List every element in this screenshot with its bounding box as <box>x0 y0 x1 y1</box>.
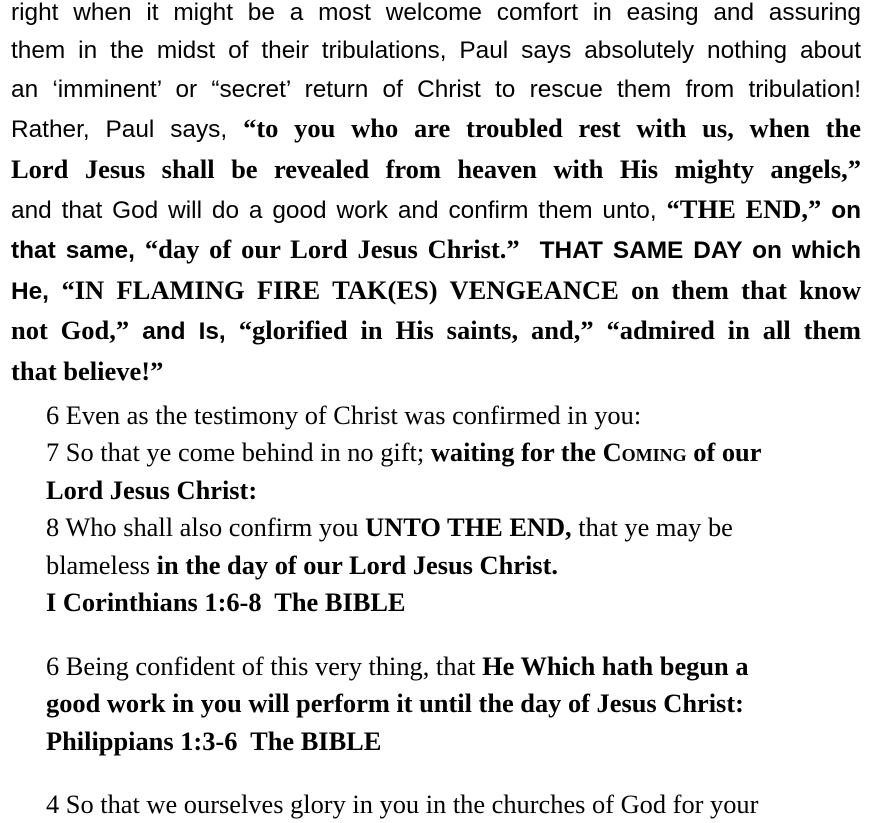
verse-emphasis: UNTO THE END, <box>365 512 572 543</box>
paragraph-text: and that God will do a good work and confirm them unto, <box>11 197 667 225</box>
scripture-quote: “day of our Lord Jesus Christ.” <box>144 234 520 265</box>
verse-text: that ye may be <box>571 512 733 543</box>
verse-smallcaps: Coming <box>602 437 687 468</box>
verse-line <box>46 547 846 584</box>
scripture-quote: “to you who are troubled rest with us, when the <box>243 113 861 144</box>
reference-text: Philippians 1:3-6 The BIBLE <box>46 725 382 756</box>
verse-line <box>46 434 846 471</box>
verse-text: 6 Even as the testimony of Christ was confirmed in you: <box>46 400 642 430</box>
paragraph-line <box>11 271 861 311</box>
verse-emphasis: good work in you will perform it until the day of Jesus Christ: <box>46 688 744 719</box>
paragraph-line <box>11 109 861 149</box>
scripture-quote: “IN FLAMING FIRE TAK(ES) VENGEANCE on them that know <box>61 274 861 305</box>
scripture-quote: Lord Jesus shall be revealed from heaven with His mighty angels,” <box>11 153 861 184</box>
emphasis-text: that same, <box>11 237 145 265</box>
verse-line <box>46 648 846 685</box>
verse-text: 7 So that ye come behind in no gift; <box>46 437 431 468</box>
paragraph-line <box>11 352 861 392</box>
philippians-passage <box>46 648 846 760</box>
verse-emphasis: of our <box>686 437 762 468</box>
verse-text: blameless <box>46 549 157 580</box>
verse-reference <box>46 584 846 621</box>
scripture-quote: “glorified in His saints, and,” “admired in all them <box>238 315 861 346</box>
verse-text: 8 Who shall also confirm you <box>46 512 366 543</box>
verse-line <box>46 685 846 722</box>
verse-emphasis: Lord Jesus Christ: <box>46 474 258 505</box>
verse-line <box>46 786 846 823</box>
thessalonians-passage <box>46 786 846 823</box>
emphasis-text: THAT SAME DAY on which <box>519 237 861 265</box>
emphasis-text: He, <box>11 277 62 305</box>
paragraph-line <box>11 32 861 70</box>
paragraph-line <box>11 230 861 270</box>
paragraph-line <box>11 150 861 190</box>
verse-emphasis: He Which hath begun a <box>482 651 749 681</box>
verse-text: 6 Being confident of this very thing, that <box>46 651 483 681</box>
paragraph-line <box>11 311 861 351</box>
emphasis-text: and Is, <box>129 318 239 346</box>
paragraph-line <box>11 190 861 230</box>
scripture-quote: not God,” <box>11 315 130 346</box>
scripture-quote: that believe!” <box>11 355 164 386</box>
verse-reference <box>46 723 846 760</box>
paragraph-text: Rather, Paul says, <box>11 116 244 144</box>
corinthians-passage <box>46 397 846 621</box>
paragraph-text: an ‘imminent’ or “secret’ return of Christ to rescue them from tribulation! <box>11 75 861 103</box>
emphasis-text: on <box>821 197 861 225</box>
paragraph-line <box>11 0 861 32</box>
verse-text: 4 So that we ourselves glory in you in the churches of God for your <box>46 789 759 819</box>
scripture-quote: “THE END,” <box>666 194 822 225</box>
paragraph-text: them in the midst of their tribulations, Paul says absolutely nothing about <box>11 37 861 65</box>
verse-line <box>46 397 846 434</box>
verse-line <box>46 472 846 509</box>
reference-text: I Corinthians 1:6-8 The BIBLE <box>46 587 406 618</box>
paragraph-text: right when it might be a most welcome comfort in easing and assuring <box>11 0 861 26</box>
verse-emphasis: in the day of our Lord Jesus Christ. <box>156 549 558 580</box>
paragraph-line <box>11 71 861 109</box>
verse-emphasis: waiting for the <box>430 437 603 468</box>
verse-line <box>46 509 846 546</box>
commentary-paragraph <box>11 0 861 392</box>
